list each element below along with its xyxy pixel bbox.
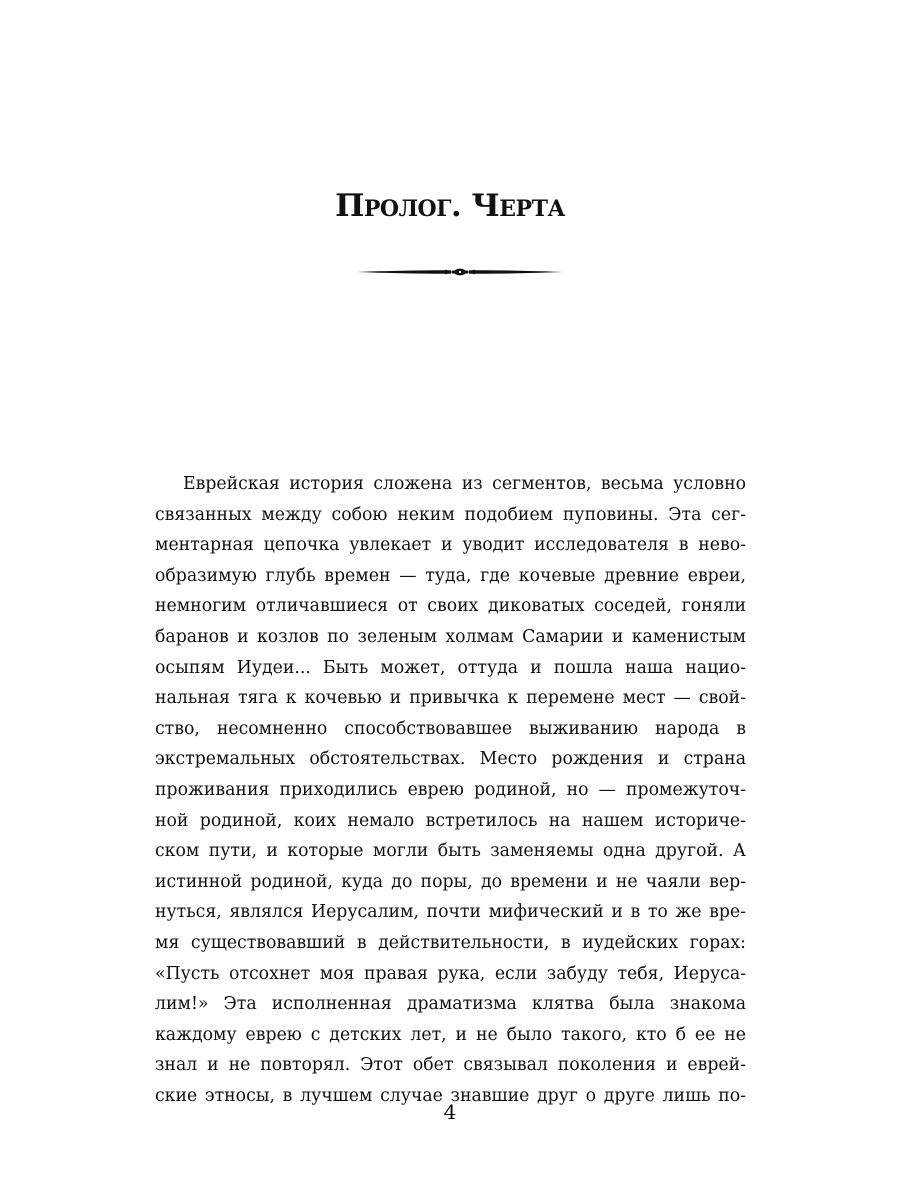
text-line: ной родиной, коих немало встретилось на нашем историче- xyxy=(155,810,746,831)
text-line: нуться, являлся Иерусалим, почти мифический и в то же вре- xyxy=(155,902,746,923)
text-line: знал и не повторял. Этот обет связывал поколения и еврей- xyxy=(155,1055,746,1076)
text-line: немногим отличавшиеся от своих диковатых соседей, гоняли xyxy=(155,596,746,617)
text-line: лим!» Эта исполненная драматизма клятва была знакома xyxy=(155,994,746,1015)
text-line: каждому еврею с детских лет, и не было такого, кто б ее не xyxy=(155,1024,746,1045)
text-line: мя существовавший в действительности, в иудейских горах: xyxy=(155,932,746,953)
text-line: ские этносы, в лучшем случае знавшие друг о друге лишь по- xyxy=(155,1085,746,1106)
text-line: ство, несомненно способствовавшее выживанию народа в xyxy=(155,718,746,739)
text-line: ском пути, и которые могли быть заменяемы одна другой. А xyxy=(155,841,746,862)
text-line: экстремальных обстоятельствах. Место рождения и страна xyxy=(155,749,746,770)
text-line: баранов и козлов по зеленым холмам Самарии и каменистым xyxy=(155,626,746,647)
text-line: «Пусть отсохнет моя правая рука, если забуду тебя, Иеруса- xyxy=(155,963,746,984)
body-paragraph xyxy=(155,469,746,1111)
text-line: нальная тяга к кочевью и привычка к перемене мест — свой- xyxy=(155,688,746,709)
text-line: осыпям Иудеи... Быть может, оттуда и пошла наша нацио- xyxy=(155,657,746,678)
ornament-divider-icon xyxy=(355,262,565,282)
chapter-title: Пролог. Черта xyxy=(335,188,565,224)
text-line: проживания приходились еврею родиной, но — промежуточ- xyxy=(155,779,746,800)
text-line: истинной родиной, куда до поры, до времени и не чаяли вер- xyxy=(155,871,746,892)
text-line: Еврейская история сложена из сегментов, весьма условно xyxy=(183,474,746,494)
text-line: связанных между собою неким подобием пуповины. Эта сег- xyxy=(155,504,746,525)
text-line: ментарная цепочка увлекает и уводит исследователя в нево- xyxy=(155,535,746,556)
text-line: образимую глубь времен — туда, где кочевые древние евреи, xyxy=(155,565,746,586)
page-number: 4 xyxy=(443,1100,457,1124)
